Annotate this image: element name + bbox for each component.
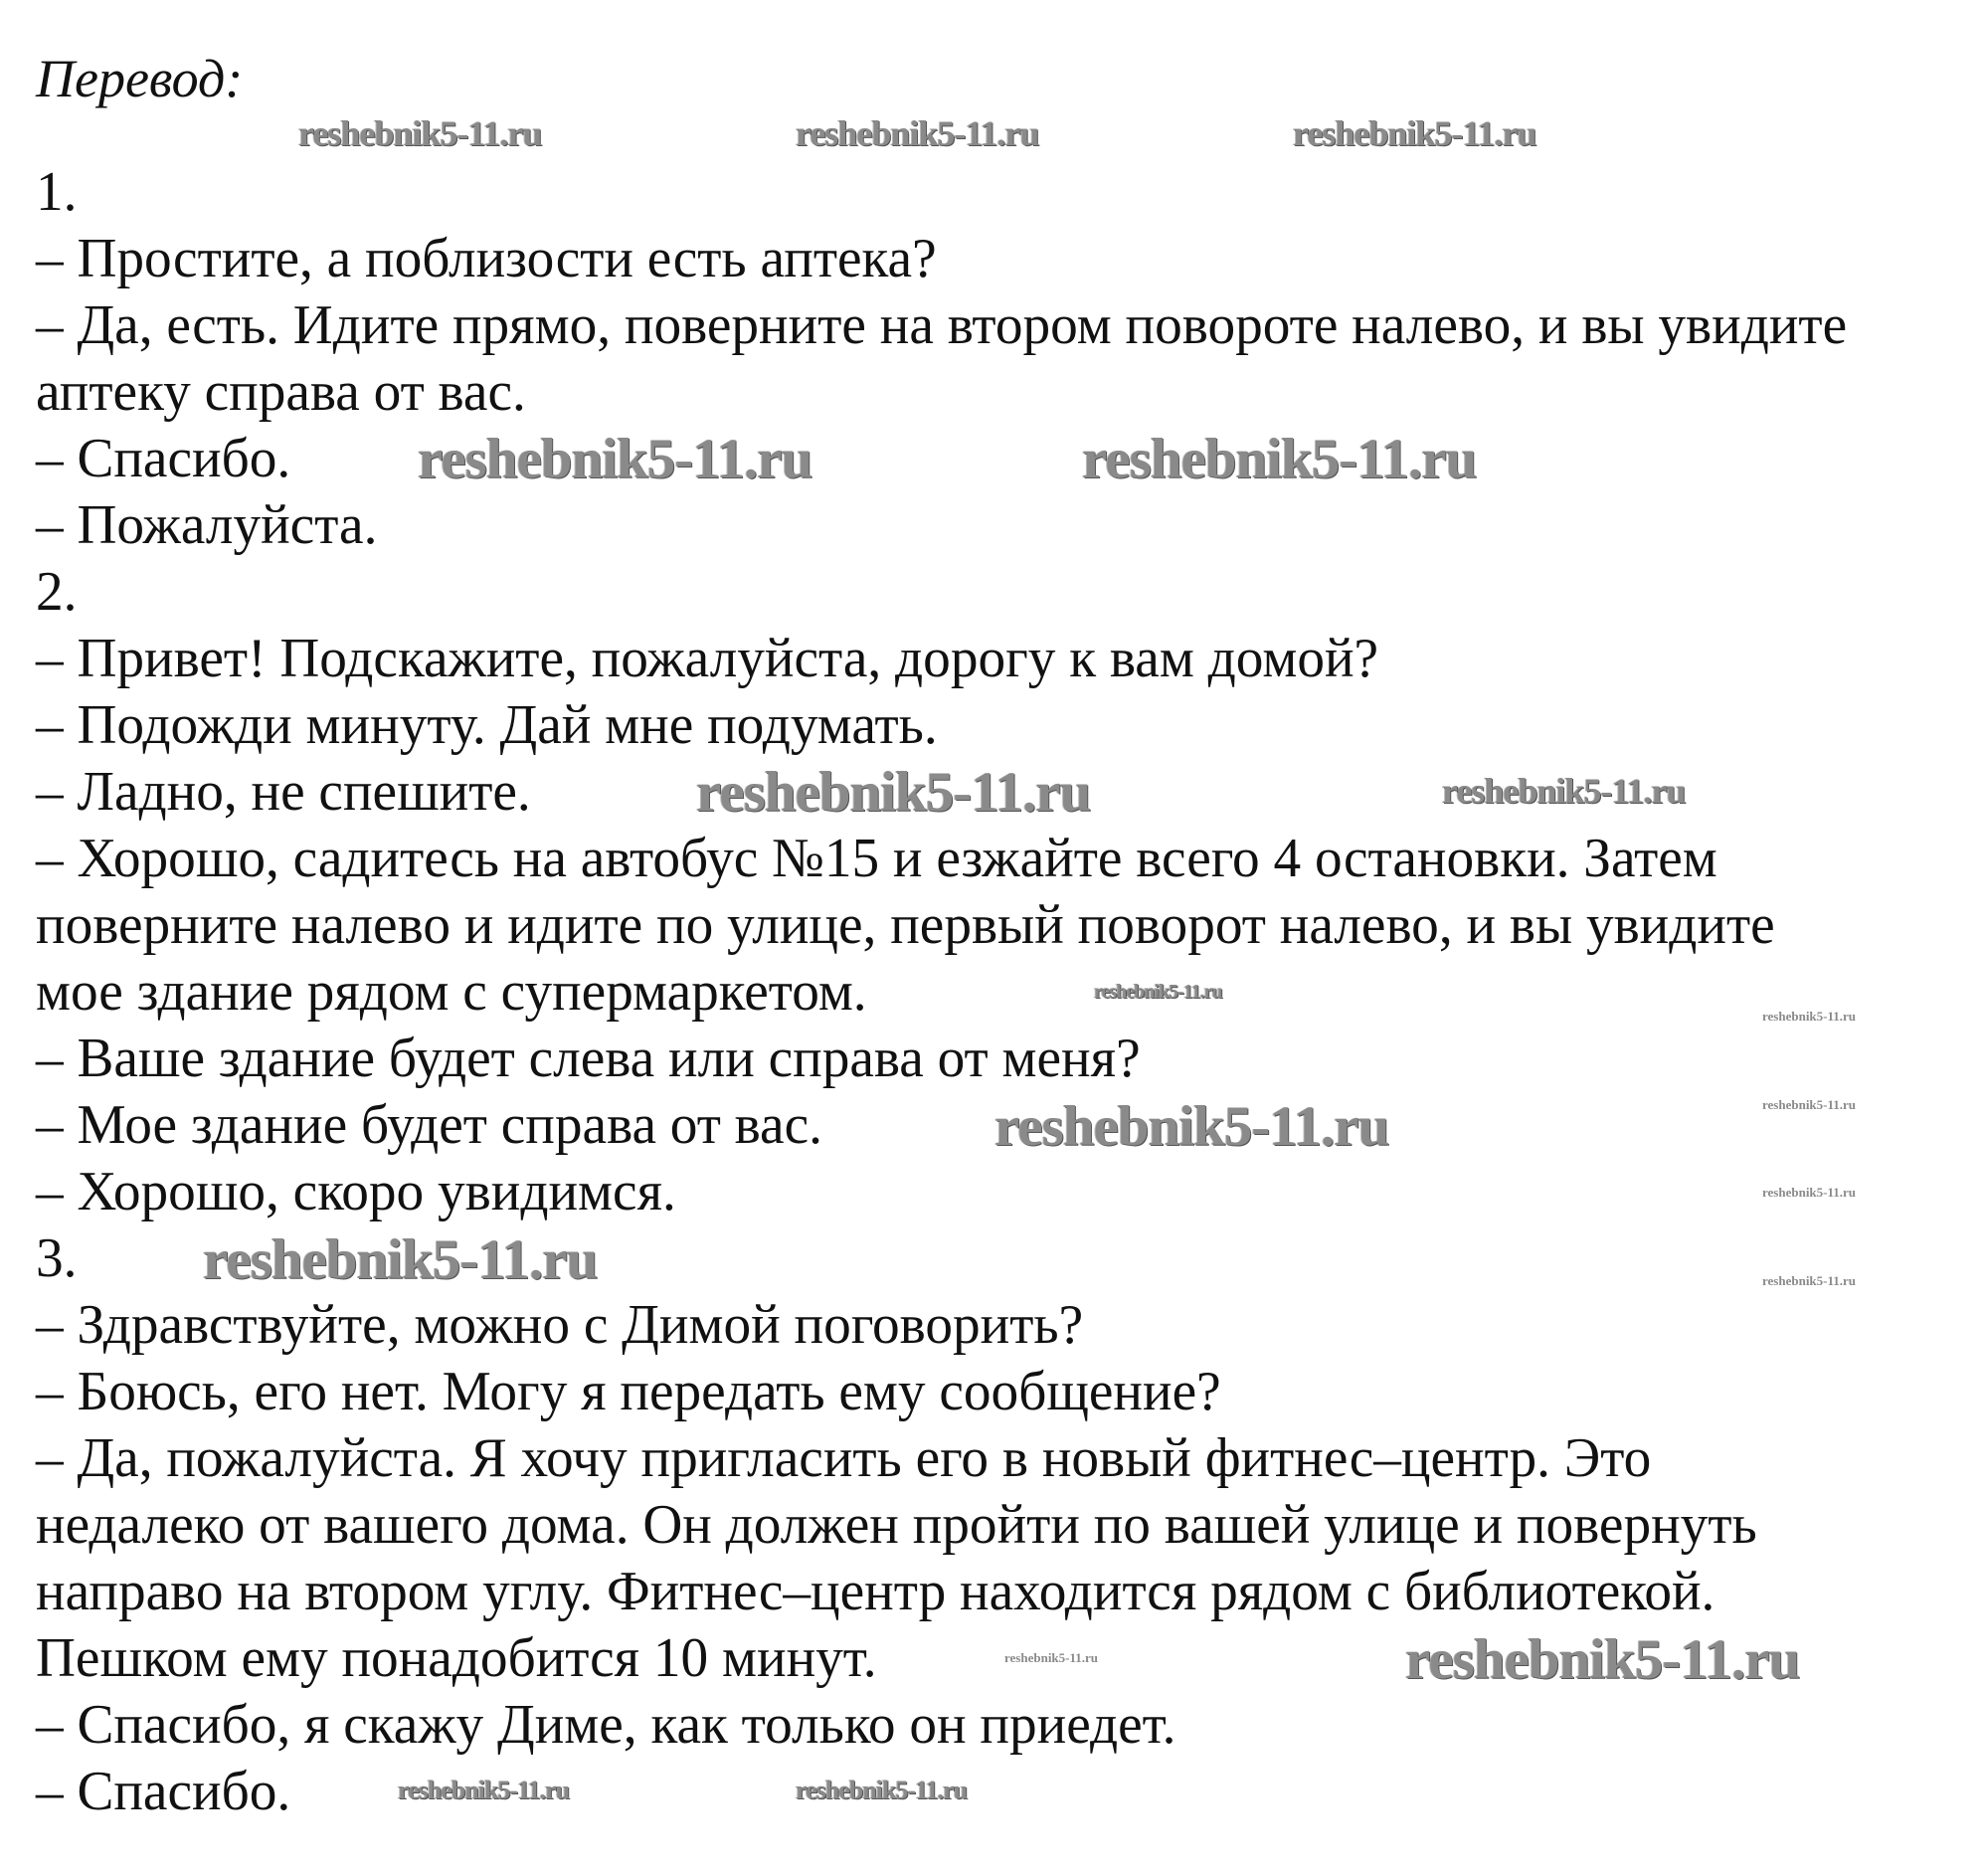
watermark: reshebnik5-11.ru	[1293, 113, 1536, 153]
watermark: reshebnik5-11.ru	[298, 113, 542, 153]
watermark: reshebnik5-11.ru	[1082, 428, 1477, 490]
text-line: – Спасибо, я скажу Диме, как только он приедет.	[36, 1694, 1176, 1756]
watermark: reshebnik5-11.ru	[418, 428, 812, 490]
text-line: – Да, есть. Идите прямо, поверните на втором повороте налево, и вы увидите	[36, 294, 1848, 356]
text-line: 1.	[36, 161, 78, 223]
text-line: – Хорошо, скоро увидимся.	[36, 1161, 676, 1222]
text-line: – Мое здание будет справа от вас.	[36, 1094, 822, 1156]
watermark: reshebnik5-11.ru	[796, 113, 1039, 153]
text-line: – Здравствуйте, можно с Димой поговорить?	[36, 1294, 1084, 1356]
watermark: reshebnik5-11.ru	[1094, 981, 1222, 1003]
text-line: – Боюсь, его нет. Могу я передать ему сообщение?	[36, 1361, 1221, 1422]
text-line: аптеку справа от вас.	[36, 361, 526, 423]
watermark: reshebnik5-11.ru	[1762, 1009, 1857, 1024]
text-line: – Ваше здание будет слева или справа от меня?	[36, 1028, 1141, 1089]
text-line: – Привет! Подскажите, пожалуйста, дорогу к вам домой?	[36, 628, 1379, 689]
translation-text	[36, 159, 1975, 1825]
text-line: 3.	[36, 1227, 78, 1289]
watermark: reshebnik5-11.ru	[696, 761, 1091, 824]
text-line: – Ладно, не спешите.	[36, 761, 531, 823]
text-line: поверните налево и идите по улице, первый поворот налево, и вы увидите	[36, 894, 1775, 956]
text-line: Пешком ему понадобится 10 минут.	[36, 1627, 877, 1689]
watermark: reshebnik5-11.ru	[1762, 1097, 1857, 1112]
watermark: reshebnik5-11.ru	[994, 1095, 1389, 1158]
page-title: Перевод:	[36, 49, 244, 108]
watermark: reshebnik5-11.ru	[203, 1228, 598, 1291]
text-line: направо на втором углу. Фитнес–центр находится рядом с библиотекой.	[36, 1561, 1715, 1622]
watermark: reshebnik5-11.ru	[1762, 1273, 1857, 1288]
watermark: reshebnik5-11.ru	[398, 1776, 570, 1804]
text-line: – Хорошо, садитесь на автобус №15 и езжайте всего 4 остановки. Затем	[36, 828, 1717, 889]
text-line: – Да, пожалуйста. Я хочу пригласить его в новый фитнес–центр. Это	[36, 1427, 1652, 1489]
text-line: – Спасибо.	[36, 428, 291, 489]
text-line: мое здание рядом с супермаркетом.	[36, 961, 867, 1023]
text-line: – Простите, а поблизости есть аптека?	[36, 228, 937, 289]
text-line: – Подожди минуту. Дай мне подумать.	[36, 694, 938, 756]
text-line: – Пожалуйста.	[36, 494, 378, 556]
text-line: недалеко от вашего дома. Он должен пройти по вашей улице и повернуть	[36, 1494, 1757, 1556]
text-line: 2.	[36, 561, 78, 623]
watermark: reshebnik5-11.ru	[1405, 1628, 1800, 1691]
watermark: reshebnik5-11.ru	[1442, 771, 1686, 811]
watermark: reshebnik5-11.ru	[1762, 1185, 1857, 1200]
text-line: – Спасибо.	[36, 1761, 291, 1822]
watermark: reshebnik5-11.ru	[1004, 1650, 1099, 1665]
watermark: reshebnik5-11.ru	[796, 1776, 968, 1804]
